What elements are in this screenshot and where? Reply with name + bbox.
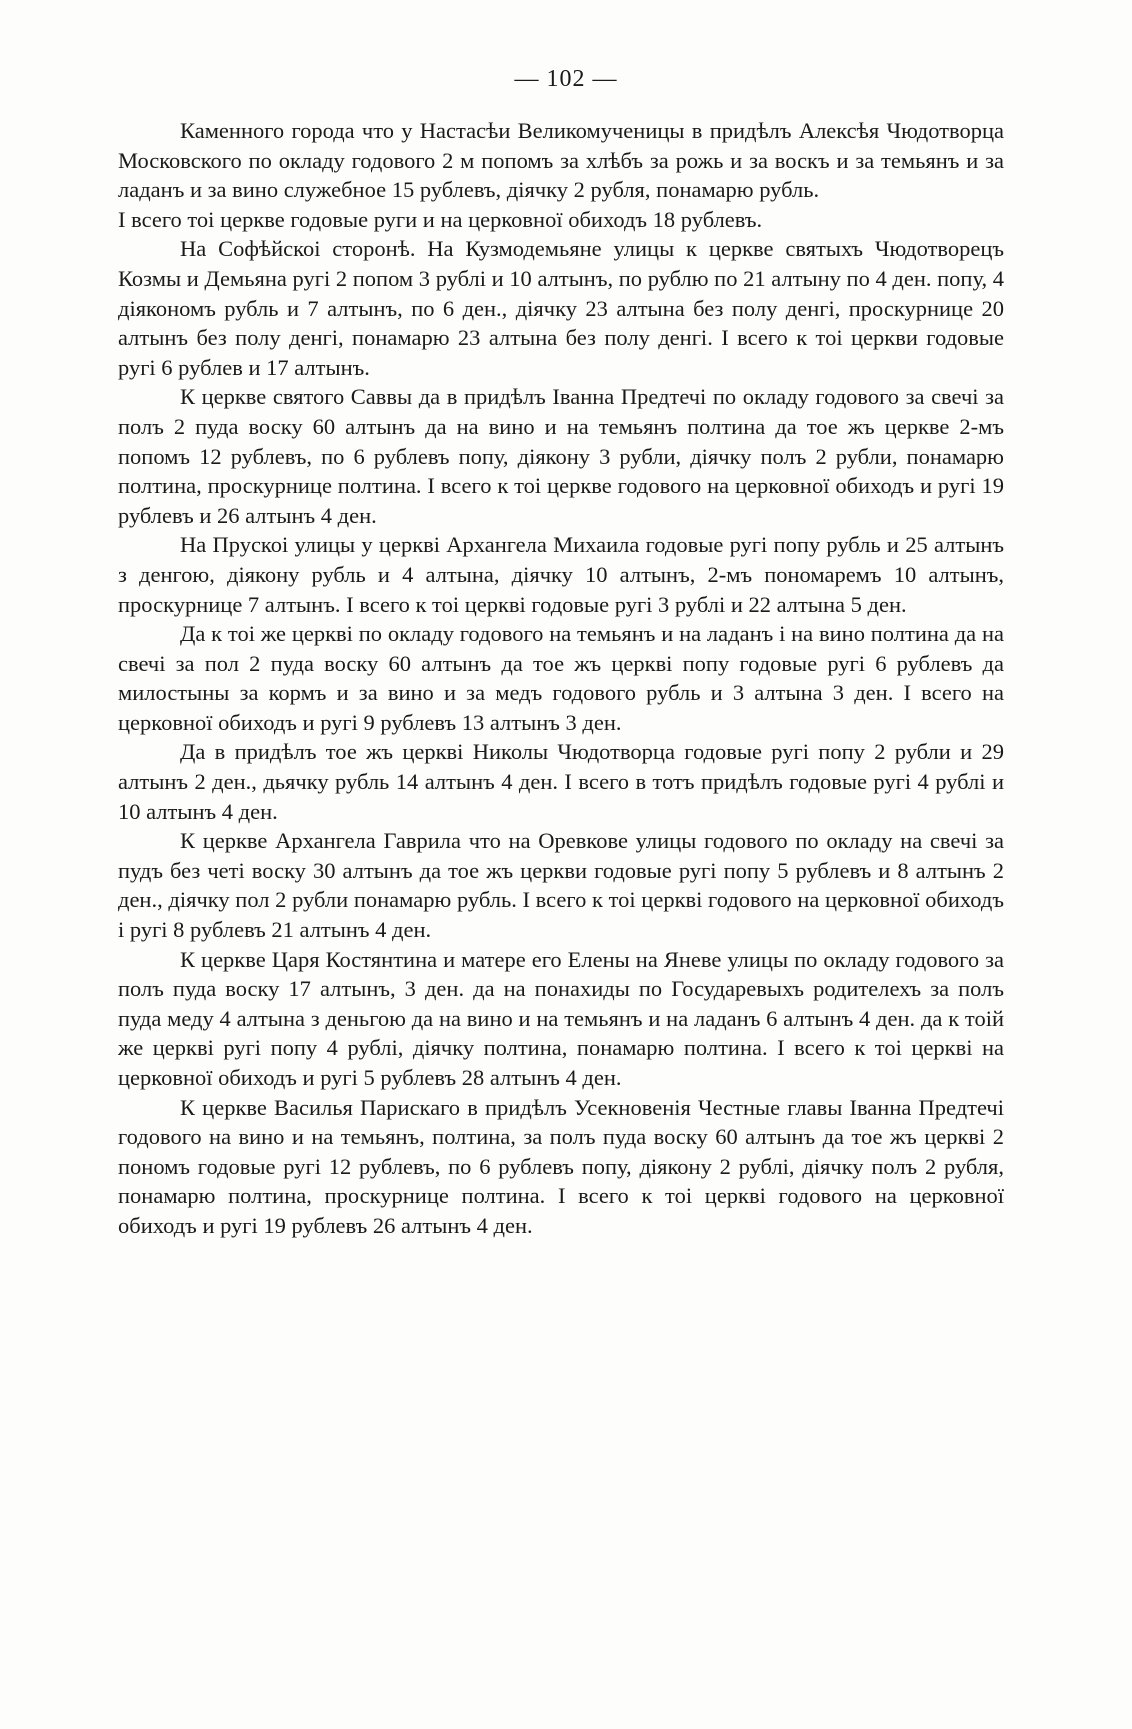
paragraph: На Софѣйскоі сторонѣ. На Кузмодемьяне улицы к церкве святыхъ Чюдотворецъ Козмы и Демьяна ругі 2 попом 3 рублі и 10 алтынъ, по рублю по 21 алтыну по 4 ден. попу, 4 діякономъ рубль и 7 алтынъ, по 6 ден., діячку 23 алтына без полу денгі, проскурнице 20 алтынъ без полу денгі, понамарю 23 алтына без полу денгі. І всего к тоі церкви годовые ругі 6 рублев и 17 алтынъ. xyxy=(118,236,1004,380)
paragraph: Каменного города что у Настасѣи Великомученицы в придѣлъ Алексѣя Чюдотворца Московского по окладу годового 2 м попомъ за хлѣбъ за рожь и за воскъ и за темьянъ и за ладанъ и за вино служебное 15 рублевъ, діячку 2 рубля, понамарю рубль. xyxy=(118,118,1004,203)
paragraph: К церкве Василья Парискаго в придѣлъ Усекновенія Честные главы Іванна Предтечі годового на вино и на темьянъ, полтина, за полъ пуда воску 60 алтынъ да тое жъ церкві 2 пономъ годовые ругі 12 рублевъ, по 6 рублевъ попу, діякону 2 рублі, діячку полъ 2 рубля, понамарю полтина, проскурнице полтина. І всего к тоі церкві годового на церковної обиходъ и ругі 19 рублевъ 26 алтынъ 4 ден. xyxy=(118,1094,1004,1238)
paragraph: І всего тоі церкве годовые руги и на церковної обиходъ 18 рублевъ. xyxy=(118,206,763,232)
paragraph: К церкве Царя Костянтина и матере его Елены на Яневе улицы по окладу годового за полъ пуда воску 17 алтынъ, 3 ден. да на понахиды по Государевыхъ родителехъ за полъ пуда меду 4 алтына з деньгою да на вино и на темьянъ и на ладанъ 6 алтынъ 4 ден. да к тоій же церкві ругі попу 4 рублі, діячку полтина, понамарю полтина. І всего к тоі церкві на церковної обиходъ и ругі 5 рублевъ 28 алтынъ 4 ден. xyxy=(118,946,1004,1090)
paragraph: На Прускоі улицы у церкві Архангела Михаила годовые ругі попу рубль и 25 алтынъ з денгою, діякону рубль и 4 алтына, діячку 10 алтынъ, 2-мъ пономаремъ 10 алтынъ, проскурнице 7 алтынъ. І всего к тоі церкві годовые ругі 3 рублі и 22 алтына 5 ден. xyxy=(118,532,1004,617)
paragraph: Да в придѣлъ тое жъ церкві Николы Чюдотворца годовые ругі попу 2 рубли и 29 алтынъ 2 ден., дьячку рубль 14 алтынъ 4 ден. І всего в тотъ придѣлъ годовые ругі 4 рублі и 10 алтынъ 4 ден. xyxy=(118,739,1004,824)
paragraph: Да к тоі же церкві по окладу годового на темьянъ и на ладанъ і на вино полтина да на свечі за пол 2 пуда воску 60 алтынъ да тое жъ церкві попу годовые ругі 6 рублевъ да милостыны за кормъ и за вино и за медъ годового рубль и 3 алтына 3 ден. І всего на церковної обиходъ и ругі 9 рублевъ 13 алтынъ 3 ден. xyxy=(118,621,1004,735)
body-text xyxy=(118,116,1004,1241)
page-number: — 102 — xyxy=(514,66,618,92)
paragraph: К церкве Архангела Гаврила что на Оревкове улицы годового по окладу на свечі за пудъ без четі воску 30 алтынъ да тое жъ церкви годовые ругі попу 5 рублевъ и 8 алтынъ 2 ден., діячку пол 2 рубли понамарю рубль. І всего к тоі церкві годового на церковної обиходъ і ругі 8 рублевъ 21 алтынъ 4 ден. xyxy=(118,828,1004,943)
paragraph: К церкве святого Саввы да в придѣлъ Іванна Предтечі по окладу годового за свечі за полъ 2 пуда воску 60 алтынъ да на вино и на темьянъ полтина да тое жъ церкве 2-мъ попомъ 12 рублевъ, по 6 рублевъ попу, діякону 3 рубли, діячку полъ 2 рубли, понамарю полтина, проскурнице полтина. І всего к тоі церкве годового на церковної обиходъ и ругі 19 рублевъ и 26 алтынъ 4 ден. xyxy=(118,384,1004,528)
